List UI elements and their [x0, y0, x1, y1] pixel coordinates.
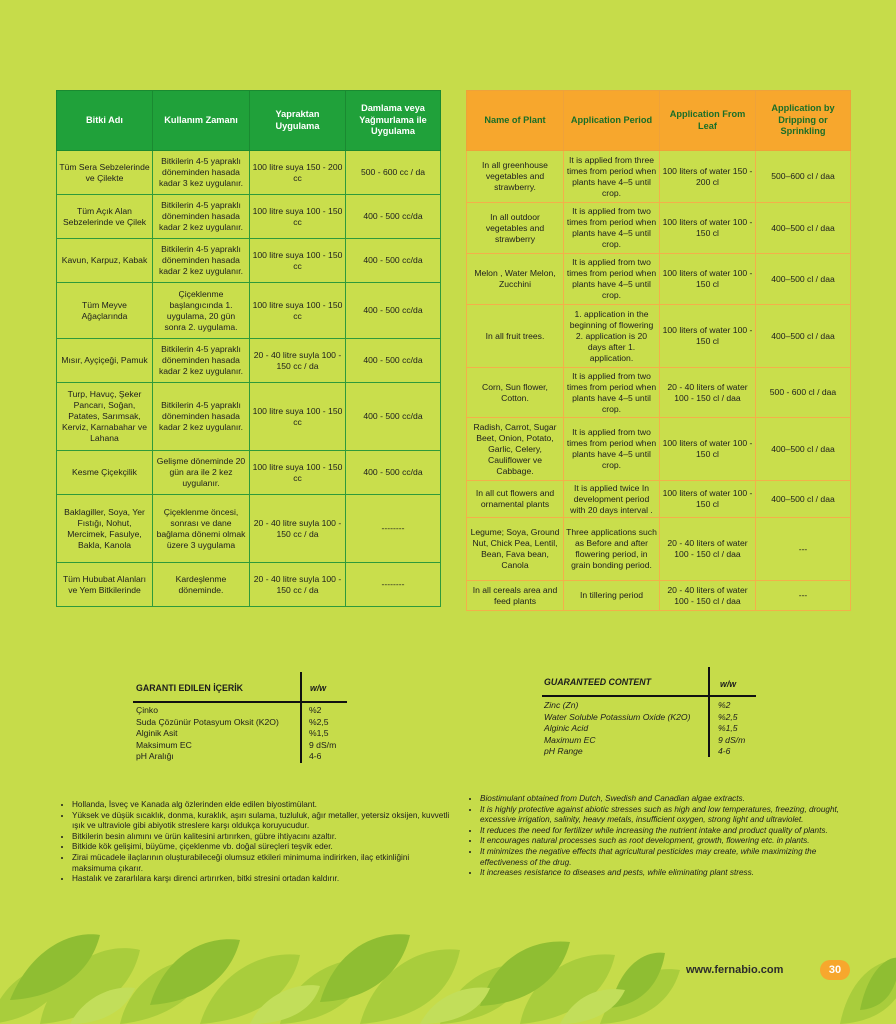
cell-plant: Corn, Sun flower, Cotton. [467, 368, 564, 418]
column-divider [708, 667, 710, 757]
column-divider [300, 672, 302, 763]
cell-foliar: 20 - 40 liters of water 100 - 150 cl / daa [660, 518, 756, 581]
table-row [467, 518, 851, 581]
ingredient-values [718, 700, 745, 758]
ingredient-value: %2,5 [718, 711, 738, 722]
cell-period: Çiçeklenme öncesi, sonrası ve dane bağlama dönemi olmak üzere 3 uygulama [153, 495, 250, 563]
table-header-row [467, 91, 851, 151]
cell-drip: 500 - 600 cc / da [346, 151, 441, 195]
header-application-period: Application Period [564, 91, 660, 151]
ingredient-name: Maximum EC [544, 734, 596, 745]
page-number-badge: 30 [820, 960, 850, 980]
cell-plant: Tüm Sera Sebzelerinde ve Çilekte [57, 151, 153, 195]
header-divider [133, 701, 347, 703]
cell-plant: Kesme Çiçekçilik [57, 451, 153, 495]
list-item: • Bitkide kök gelişimi, büyüme, çiçeklenme vb. doğal süreçleri teşvik eder. [72, 842, 452, 853]
list-item: • Hastalık ve zararlılara karşı direnci artırırken, bitki stresini ortadan kaldırır. [72, 874, 452, 885]
table-row [467, 581, 851, 611]
header-drip: Damlama veya Yağmurlama ile Uygulama [346, 91, 441, 151]
guaranteed-content-turkish [133, 672, 353, 767]
cell-foliar: 20 - 40 litre suyla 100 - 150 cc / da [250, 563, 346, 607]
cell-period: Gelişme döneminde 20 gün ara ile 2 kez uygulanır. [153, 451, 250, 495]
cell-drip: 400 - 500 cc/da [346, 239, 441, 283]
cell-period: It is applied from two times from period when plants have 4–5 until crop. [564, 203, 660, 254]
cell-period: Bitkilerin 4-5 yapraklı döneminden hasada kadar 3 kez uygulanır. [153, 151, 250, 195]
list-item: • It encourages natural processes such as root development, growth, flowering etc. in plants. [480, 836, 852, 847]
cell-plant: Mısır, Ayçiçeği, Pamuk [57, 339, 153, 383]
list-item: • It increases resistance to diseases and pests, while eliminating plant stress. [480, 868, 852, 879]
website-url: www.fernabio.com [686, 964, 784, 976]
ingredient-names [136, 705, 279, 763]
cell-drip: --- [756, 581, 851, 611]
table-row [467, 418, 851, 481]
cell-drip: 500 - 600 cl / daa [756, 368, 851, 418]
list-item: • Biostimulant obtained from Dutch, Swedish and Canadian algae extracts. [480, 794, 852, 805]
cell-foliar: 100 liters of water 100 - 150 cl [660, 418, 756, 481]
cell-period: In tillering period [564, 581, 660, 611]
ingredient-value: %1,5 [718, 723, 738, 734]
ingredient-name: Maksimum EC [136, 739, 192, 750]
header-plant-name: Name of Plant [467, 91, 564, 151]
table-row [57, 495, 441, 563]
cell-drip: 400 - 500 cc/da [346, 339, 441, 383]
cell-drip: 500–600 cl / daa [756, 151, 851, 203]
english-dosage-table [466, 90, 851, 611]
cell-period: Kardeşlenme döneminde. [153, 563, 250, 607]
list-item: • Bitkilerin besin alımını ve ürün kalitesini artırırken, gübre ihtiyacını azaltır. [72, 832, 452, 843]
cell-plant: Radish, Carrot, Sugar Beet, Onion, Potato, Garlic, Celery, Cauliflower ve Cabbage. [467, 418, 564, 481]
cell-foliar: 100 litre suya 100 - 150 cc [250, 239, 346, 283]
table-row [467, 368, 851, 418]
cell-drip: 400–500 cl / daa [756, 254, 851, 305]
cell-foliar: 100 liters of water 100 - 150 cl [660, 481, 756, 518]
list-item: • Hollanda, İsveç ve Kanada alg özlerinden elde edilen biyostimülant. [72, 800, 452, 811]
table-row [57, 339, 441, 383]
cell-drip: --- [756, 518, 851, 581]
cell-plant: Legume; Soya, Ground Nut, Chick Pea, Lentil, Bean, Fava bean, Canola [467, 518, 564, 581]
cell-period: Three applications such as Before and after flowering period, in grain bonding period. [564, 518, 660, 581]
table-row [467, 254, 851, 305]
cell-period: It is applied from three times from period when plants have 4–5 until crop. [564, 151, 660, 203]
cell-plant: Tüm Meyve Ağaçlarında [57, 283, 153, 339]
ingredient-value: %2 [718, 700, 731, 710]
unit-label: w/w [720, 679, 737, 689]
table-row [57, 195, 441, 239]
ingredient-names [544, 700, 690, 758]
cell-foliar: 20 - 40 liters of water 100 - 150 cl / daa [660, 368, 756, 418]
ingredient-value: 4-6 [718, 746, 731, 757]
cell-drip: 400 - 500 cc/da [346, 451, 441, 495]
cell-foliar: 100 liters of water 100 - 150 cl [660, 254, 756, 305]
cell-period: Bitkilerin 4-5 yapraklı döneminden hasada kadar 2 kez uygulanır. [153, 339, 250, 383]
cell-foliar: 100 litre suya 100 - 150 cc [250, 383, 346, 451]
cell-foliar: 100 litre suya 100 - 150 cc [250, 195, 346, 239]
cell-plant: Tüm Hububat Alanları ve Yem Bitkilerinde [57, 563, 153, 607]
turkish-dosage-table [56, 90, 441, 607]
table-row [57, 151, 441, 195]
cell-plant: In all outdoor vegetables and strawberry [467, 203, 564, 254]
cell-plant: In all greenhouse vegetables and strawberry. [467, 151, 564, 203]
list-item: • It reduces the need for fertilizer while increasing the nutrient intake and product quality of plants. [480, 826, 852, 837]
cell-period: Bitkilerin 4-5 yapraklı döneminden hasada kadar 2 kez uygulanır. [153, 195, 250, 239]
cell-foliar: 100 liters of water 150 - 200 cl [660, 151, 756, 203]
cell-period: Bitkilerin 4-5 yapraklı döneminden hasada kadar 2 kez uygulanır. [153, 239, 250, 283]
cell-period: Bitkilerin 4-5 yapraklı döneminden hasada kadar 2 kez uygulanır. [153, 383, 250, 451]
cell-drip: -------- [346, 495, 441, 563]
ingredient-value: %2,5 [309, 716, 329, 727]
cell-foliar: 20 - 40 litre suyla 100 - 150 cc / da [250, 339, 346, 383]
cell-drip: 400 - 500 cc/da [346, 195, 441, 239]
cell-foliar: 20 - 40 liters of water 100 - 150 cl / daa [660, 581, 756, 611]
table-row [57, 383, 441, 451]
benefits-list-english [466, 794, 852, 879]
ingredient-value: 9 dS/m [309, 739, 337, 750]
table-row [467, 481, 851, 518]
list-item: • It is highly protective against abiotic stresses such as high and low temperatures, freezing, drought, excessive irrigation, salinity, heavy metals, insufficient oxygen, strong light and ultraviolet. [480, 805, 852, 826]
ingredient-name: Suda Çözünür Potasyum Oksit (K2O) [136, 716, 279, 727]
cell-period: Çiçeklenme başlangıcında 1. uygulama, 20 gün sonra 2. uygulama. [153, 283, 250, 339]
table-row [467, 151, 851, 203]
cell-period: It is applied from two times from period when plants have 4–5 until crop. [564, 254, 660, 305]
ingredient-name: Water Soluble Potassium Oxide (K2O) [544, 711, 691, 722]
guaranteed-content-english [542, 667, 762, 762]
ingredient-value: %1,5 [309, 728, 329, 739]
cell-period: 1. application in the beginning of flowering 2. application is 20 days after 1. application. [564, 305, 660, 368]
ingredient-values [309, 705, 336, 763]
list-item: • Zirai mücadele ilaçlarının oluşturabileceği olumsuz etkileri minimuma indirirken, ilaç etkinliğini maksimuma çıkarır. [72, 853, 452, 874]
table-row [467, 203, 851, 254]
ingredient-value: 4-6 [309, 751, 322, 762]
cell-period: It is applied from two times from period when plants have 4–5 until crop. [564, 418, 660, 481]
cell-drip: 400 - 500 cc/da [346, 383, 441, 451]
cell-plant: Kavun, Karpuz, Kabak [57, 239, 153, 283]
benefits-list-turkish [58, 800, 452, 885]
cell-period: It is applied from two times from period when plants have 4–5 until crop. [564, 368, 660, 418]
cell-plant: Melon , Water Melon, Zucchini [467, 254, 564, 305]
cell-foliar: 20 - 40 litre suyla 100 - 150 cc / da [250, 495, 346, 563]
ingredient-name: Zinc (Zn) [544, 700, 579, 710]
cell-foliar: 100 liters of water 100 - 150 cl [660, 305, 756, 368]
cell-drip: 400–500 cl / daa [756, 418, 851, 481]
cell-period: It is applied twice In development period with 20 days interval . [564, 481, 660, 518]
ingredient-value: %2 [309, 705, 322, 715]
guaranteed-content-title: GUARANTEED CONTENT [544, 677, 652, 687]
cell-foliar: 100 liters of water 100 - 150 cl [660, 203, 756, 254]
guaranteed-content-title: GARANTI EDILEN İÇERİK [136, 683, 244, 693]
header-drip: Application by Dripping or Sprinkling [756, 91, 851, 151]
cell-plant: In all cut flowers and ornamental plants [467, 481, 564, 518]
cell-foliar: 100 litre suya 100 - 150 cc [250, 283, 346, 339]
cell-foliar: 100 litre suya 100 - 150 cc [250, 451, 346, 495]
header-divider [542, 695, 756, 697]
table-header-row [57, 91, 441, 151]
table-row [57, 239, 441, 283]
table-row [57, 451, 441, 495]
cell-plant: Baklagiller, Soya, Yer Fıstığı, Nohut, Mercimek, Fasulye, Bakla, Kanola [57, 495, 153, 563]
header-foliar: Yapraktan Uygulama [250, 91, 346, 151]
header-usage-time: Kullanım Zamanı [153, 91, 250, 151]
table-row [57, 283, 441, 339]
table-row [57, 563, 441, 607]
ingredient-name: Alginic Acid [544, 723, 589, 734]
table-row [467, 305, 851, 368]
list-item: • Yüksek ve düşük sıcaklık, donma, kuraklık, aşırı sulama, tuzluluk, ağır metaller, yetersiz oksijen, kuvvetli ışık ve ultraviole gibi abiyotik streslere karşı oldukça koruyucudur. [72, 811, 452, 832]
ingredient-name: Alginik Asit [136, 728, 178, 739]
ingredient-name: pH Range [544, 746, 583, 757]
cell-drip: 400–500 cl / daa [756, 481, 851, 518]
cell-foliar: 100 litre suya 150 - 200 cc [250, 151, 346, 195]
cell-drip: -------- [346, 563, 441, 607]
cell-plant: In all fruit trees. [467, 305, 564, 368]
header-plant-name: Bitki Adı [57, 91, 153, 151]
unit-label: w/w [310, 683, 327, 693]
cell-plant: Turp, Havuç, Şeker Pancarı, Soğan, Patates, Sarımsak, Kerviz, Karnabahar ve Lahana [57, 383, 153, 451]
cell-plant: Tüm Açık Alan Sebzelerinde ve Çilek [57, 195, 153, 239]
cell-drip: 400 - 500 cc/da [346, 283, 441, 339]
ingredient-value: 9 dS/m [718, 734, 746, 745]
cell-plant: In all cereals area and feed plants [467, 581, 564, 611]
list-item: • It minimizes the negative effects that agricultural pesticides may create, while maximizing the effectiveness of the drug. [480, 847, 852, 868]
ingredient-name: pH Aralığı [136, 751, 174, 762]
cell-drip: 400–500 cl / daa [756, 305, 851, 368]
header-foliar: Application From Leaf [660, 91, 756, 151]
cell-drip: 400–500 cl / daa [756, 203, 851, 254]
ingredient-name: Çinko [136, 705, 158, 715]
